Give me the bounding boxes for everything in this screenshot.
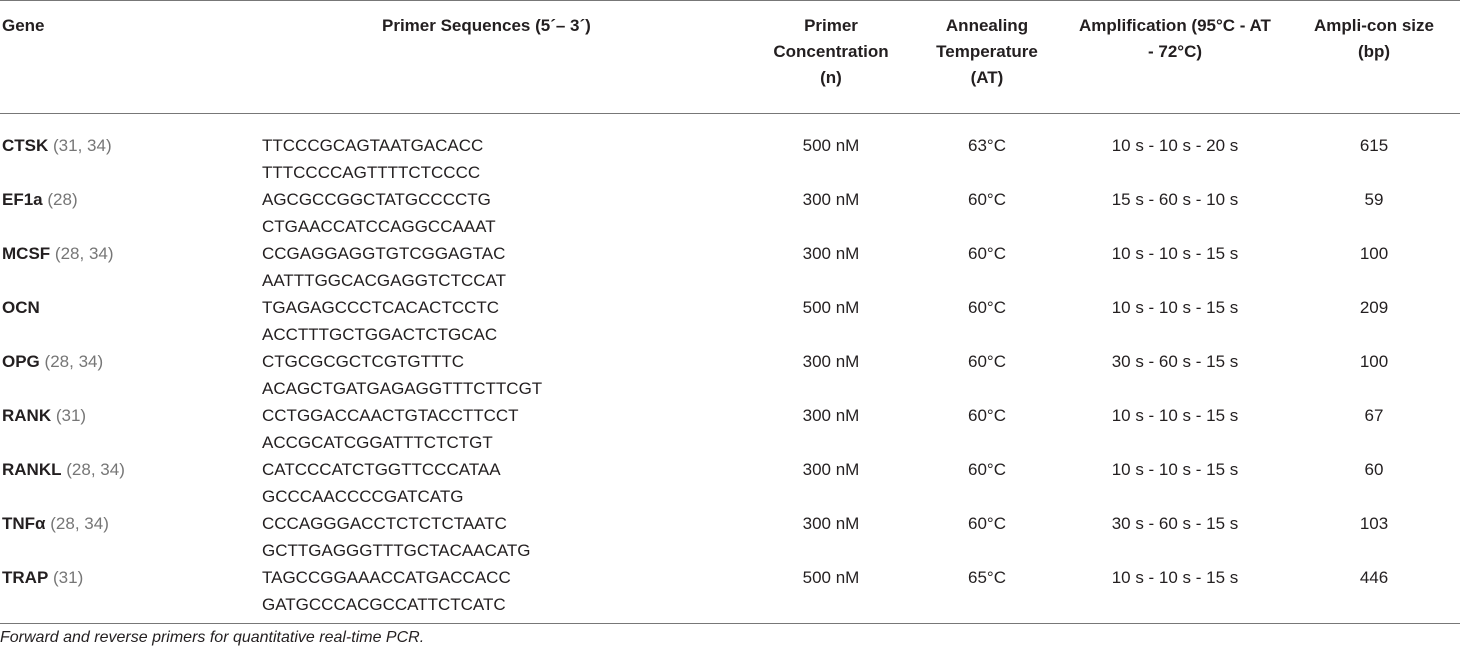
table-row	[0, 456, 1460, 510]
concentration-cell: 300 nM	[802, 352, 860, 371]
gene-cell	[0, 294, 262, 348]
amplicon-size-cell: 100	[1359, 244, 1389, 263]
amplification-cell: 30 s - 60 s - 15 s	[1111, 514, 1239, 533]
reference-citation: 28	[55, 514, 75, 533]
primer-sequences-cell	[262, 402, 750, 456]
amplicon-size-cell: 615	[1359, 136, 1389, 155]
concentration-cell: 300 nM	[802, 514, 860, 533]
annealing-temperature-cell: 63°C	[968, 136, 1006, 155]
amplicon-size-cell: 100	[1359, 352, 1389, 371]
header-line: Ampli-con size	[1314, 16, 1434, 35]
reference-citation: )	[119, 460, 125, 479]
table-footnote: Forward and reverse primers for quantitative real-time PCR.	[0, 629, 425, 646]
amplification-cell: 10 s - 10 s - 15 s	[1111, 298, 1239, 317]
gene-name: RANKL	[2, 460, 62, 479]
reverse-primer: CTGAACCATCCAGGCCAAAT	[262, 217, 496, 236]
reference-citation: )	[97, 352, 104, 371]
reference-citation: 31	[61, 406, 81, 425]
concentration-cell: 300 nM	[802, 460, 860, 479]
reverse-primer: AATTTGGCACGAGGTCTCCAT	[262, 271, 506, 290]
reverse-primer: GCCCAACCCCGATCATG	[262, 487, 464, 506]
reference-citation: 28	[53, 190, 72, 209]
amplification-cell: 15 s - 60 s - 10 s	[1111, 190, 1239, 209]
reference-citation: )	[71, 190, 78, 209]
amplification-cell: 10 s - 10 s - 15 s	[1111, 568, 1239, 587]
table-row	[0, 510, 1460, 564]
gene-name: OCN	[2, 298, 40, 317]
primer-sequences-cell	[262, 510, 750, 564]
forward-primer: CTGCGCGCTCGTGTTTC	[262, 352, 465, 371]
header-primer-concentration	[750, 1, 912, 114]
reference-citation: (	[48, 568, 59, 587]
reference-citation: 28	[50, 352, 70, 371]
header-line: Amplification (95°C - AT	[1079, 16, 1271, 35]
forward-primer: TGAGAGCCCTCACACTCCTC	[262, 298, 500, 317]
gene-cell	[0, 240, 262, 294]
gene-cell	[0, 510, 262, 564]
primer-sequences-cell	[262, 456, 750, 510]
header-primer-sequences: Primer Sequences (5´– 3´)	[382, 16, 591, 35]
reverse-primer: ACAGCTGATGAGAGGTTTCTTCGT	[262, 379, 543, 398]
primer-sequences-cell	[262, 186, 750, 240]
concentration-cell: 300 nM	[802, 406, 860, 425]
amplification-cell: 10 s - 10 s - 15 s	[1111, 460, 1239, 479]
table-header	[0, 1, 1460, 114]
concentration-cell: 300 nM	[802, 190, 860, 209]
primer-sequences-cell	[262, 240, 750, 294]
annealing-temperature-cell: 60°C	[968, 352, 1006, 371]
reference-citation: ,	[69, 352, 79, 371]
forward-primer: TTCCCGCAGTAATGACACC	[262, 136, 484, 155]
forward-primer: CCTGGACCAACTGTACCTTCCT	[262, 406, 519, 425]
annealing-temperature-cell: 60°C	[968, 244, 1006, 263]
header-line: Concentration	[773, 42, 889, 61]
gene-cell	[0, 456, 262, 510]
table-row	[0, 348, 1460, 402]
annealing-temperature-cell: 65°C	[968, 568, 1006, 587]
primer-sequences-cell	[262, 348, 750, 402]
table-row	[0, 564, 1460, 624]
table-row	[0, 114, 1460, 187]
forward-primer: CCCAGGGACCTCTCTCTAATC	[262, 514, 507, 533]
reference-citation: 34	[78, 352, 98, 371]
table-row	[0, 294, 1460, 348]
header-line: (bp)	[1357, 42, 1391, 61]
gene-name: MCSF	[2, 244, 51, 263]
reverse-primer: ACCTTTGCTGGACTCTGCAC	[262, 325, 498, 344]
annealing-temperature-cell: 60°C	[968, 298, 1006, 317]
amplicon-size-cell: 209	[1359, 298, 1389, 317]
concentration-cell: 500 nM	[802, 136, 860, 155]
concentration-cell: 300 nM	[802, 244, 860, 263]
concentration-cell: 500 nM	[802, 298, 860, 317]
reference-citation: ,	[90, 460, 101, 479]
reference-citation: 34	[100, 460, 120, 479]
primer-sequences-cell	[262, 564, 750, 624]
table-body	[0, 114, 1460, 624]
reference-citation: (	[48, 136, 59, 155]
annealing-temperature-cell: 60°C	[968, 190, 1006, 209]
primer-sequences-cell	[262, 294, 750, 348]
reference-citation: 34	[84, 514, 104, 533]
gene-name: RANK	[2, 406, 52, 425]
gene-cell	[0, 114, 262, 187]
header-annealing-temperature	[912, 1, 1062, 114]
amplification-cell: 30 s - 60 s - 15 s	[1111, 352, 1239, 371]
concentration-cell: 500 nM	[802, 568, 860, 587]
header-line: Primer	[804, 16, 858, 35]
amplicon-size-cell: 60	[1364, 460, 1384, 479]
reference-citation: )	[105, 136, 112, 155]
amplification-cell: 10 s - 10 s - 15 s	[1111, 406, 1239, 425]
reference-citation: (	[61, 460, 72, 479]
reference-citation: (	[51, 406, 62, 425]
amplicon-size-cell: 59	[1364, 190, 1384, 209]
gene-cell	[0, 348, 262, 402]
header-amplicon-size	[1288, 1, 1460, 114]
reference-citation: 31	[58, 136, 78, 155]
annealing-temperature-cell: 60°C	[968, 406, 1006, 425]
reference-citation: (	[39, 352, 51, 371]
header-line: (n)	[820, 68, 842, 87]
forward-primer: CCGAGGAGGTGTCGGAGTAC	[262, 244, 506, 263]
reverse-primer: TTTCCCCAGTTTTCTCCCC	[262, 163, 481, 182]
gene-name: EF1a	[2, 190, 43, 209]
reference-citation: 34	[87, 136, 106, 155]
table-row	[0, 240, 1460, 294]
table-row	[0, 402, 1460, 456]
reference-citation: (	[42, 190, 54, 209]
reverse-primer: GCTTGAGGGTTTGCTACAACATG	[262, 541, 531, 560]
reference-citation: )	[107, 244, 114, 263]
reference-citation: (	[45, 514, 56, 533]
reference-citation: )	[103, 514, 109, 533]
annealing-temperature-cell: 60°C	[968, 460, 1006, 479]
gene-name: TRAP	[2, 568, 49, 587]
reference-citation: (	[50, 244, 61, 263]
reference-citation: 34	[88, 244, 108, 263]
reference-citation: )	[80, 406, 87, 425]
gene-cell	[0, 564, 262, 624]
reference-citation: )	[77, 568, 84, 587]
gene-cell	[0, 186, 262, 240]
reference-citation: 28	[60, 244, 80, 263]
amplicon-size-cell: 103	[1359, 514, 1389, 533]
annealing-temperature-cell: 60°C	[968, 514, 1006, 533]
header-line: (AT)	[970, 68, 1004, 87]
reverse-primer: GATGCCCACGCCATTCTCATC	[262, 595, 506, 614]
reference-citation: 28	[71, 460, 91, 479]
reference-citation: 31	[58, 568, 78, 587]
reverse-primer: ACCGCATCGGATTTCTCTGT	[262, 433, 493, 452]
gene-cell	[0, 402, 262, 456]
amplification-cell: 10 s - 10 s - 20 s	[1111, 136, 1239, 155]
reference-citation: ,	[77, 136, 88, 155]
gene-name: TNFα	[2, 514, 46, 533]
primer-sequences-cell	[262, 114, 750, 187]
reference-citation: ,	[79, 244, 89, 263]
table-row	[0, 186, 1460, 240]
header-line: - 72°C)	[1147, 42, 1203, 61]
amplicon-size-cell: 446	[1359, 568, 1389, 587]
forward-primer: AGCGCCGGCTATGCCCCTG	[262, 190, 491, 209]
amplification-cell: 10 s - 10 s - 15 s	[1111, 244, 1239, 263]
header-line: Temperature	[936, 42, 1038, 61]
forward-primer: CATCCCATCTGGTTCCCATAA	[262, 460, 501, 479]
gene-name: CTSK	[2, 136, 49, 155]
amplicon-size-cell: 67	[1364, 406, 1384, 425]
header-amplification	[1062, 1, 1288, 114]
forward-primer: TAGCCGGAAACCATGACCACC	[262, 568, 511, 587]
header-line: Annealing	[945, 16, 1029, 35]
gene-name: OPG	[2, 352, 40, 371]
reference-citation: ,	[74, 514, 85, 533]
header-gene: Gene	[2, 16, 45, 35]
